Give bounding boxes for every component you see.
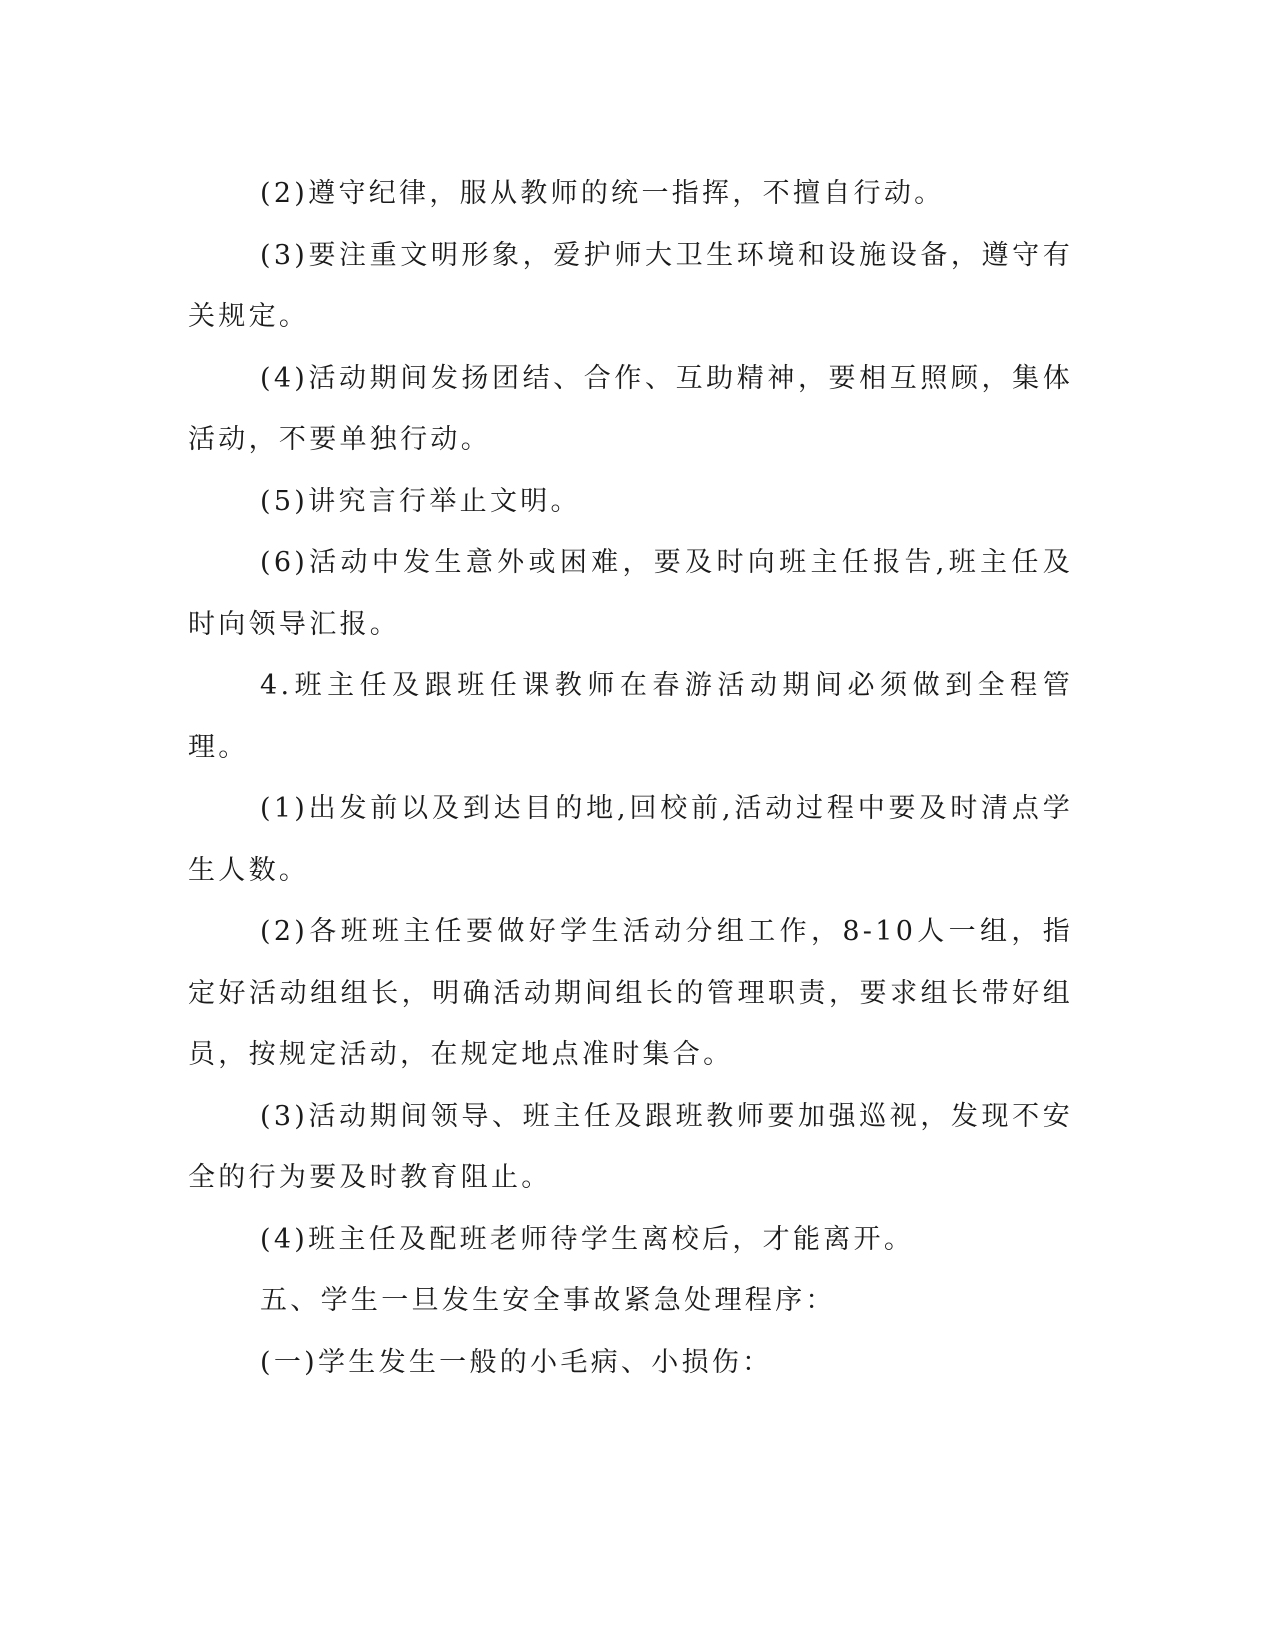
paragraph-rule-2: (2)遵守纪律，服从教师的统一指挥，不擅自行动。 — [260, 178, 945, 209]
paragraph-mgmt-1: (1)出发前以及到达目的地,回校前,活动过程中要及时清点学生人数。 — [188, 793, 1073, 886]
paragraph-rule-4: (4)活动期间发扬团结、合作、互助精神，要相互照顾，集体活动，不要单独行动。 — [188, 362, 1073, 455]
document-body — [188, 163, 1073, 1393]
paragraph-section-4: 4.班主任及跟班任课教师在春游活动期间必须做到全程管理。 — [188, 670, 1073, 763]
paragraph-mgmt-4: (4)班主任及配班老师待学生离校后，才能离开。 — [260, 1223, 915, 1255]
paragraph-rule-5: (5)讲究言行举止文明。 — [260, 485, 581, 517]
subsection-heading-1: (一)学生发生一般的小毛病、小损伤： — [260, 1346, 773, 1378]
paragraph-mgmt-2: (2)各班班主任要做好学生活动分组工作，8-10人一组，指定好活动组组长，明确活动期间组长的管理职责，要求组长带好组员，按规定活动，在规定地点准时集合。 — [188, 916, 1073, 1070]
section-heading-5: 五、学生一旦发生安全事故紧急处理程序： — [260, 1285, 836, 1316]
paragraph-rule-3: (3)要注重文明形象，爱护师大卫生环境和设施设备，遵守有关规定。 — [188, 239, 1073, 332]
paragraph-rule-6: (6)活动中发生意外或困难，要及时向班主任报告,班主任及时向领导汇报。 — [188, 547, 1073, 640]
paragraph-mgmt-3: (3)活动期间领导、班主任及跟班教师要加强巡视，发现不安全的行为要及时教育阻止。 — [188, 1100, 1073, 1193]
